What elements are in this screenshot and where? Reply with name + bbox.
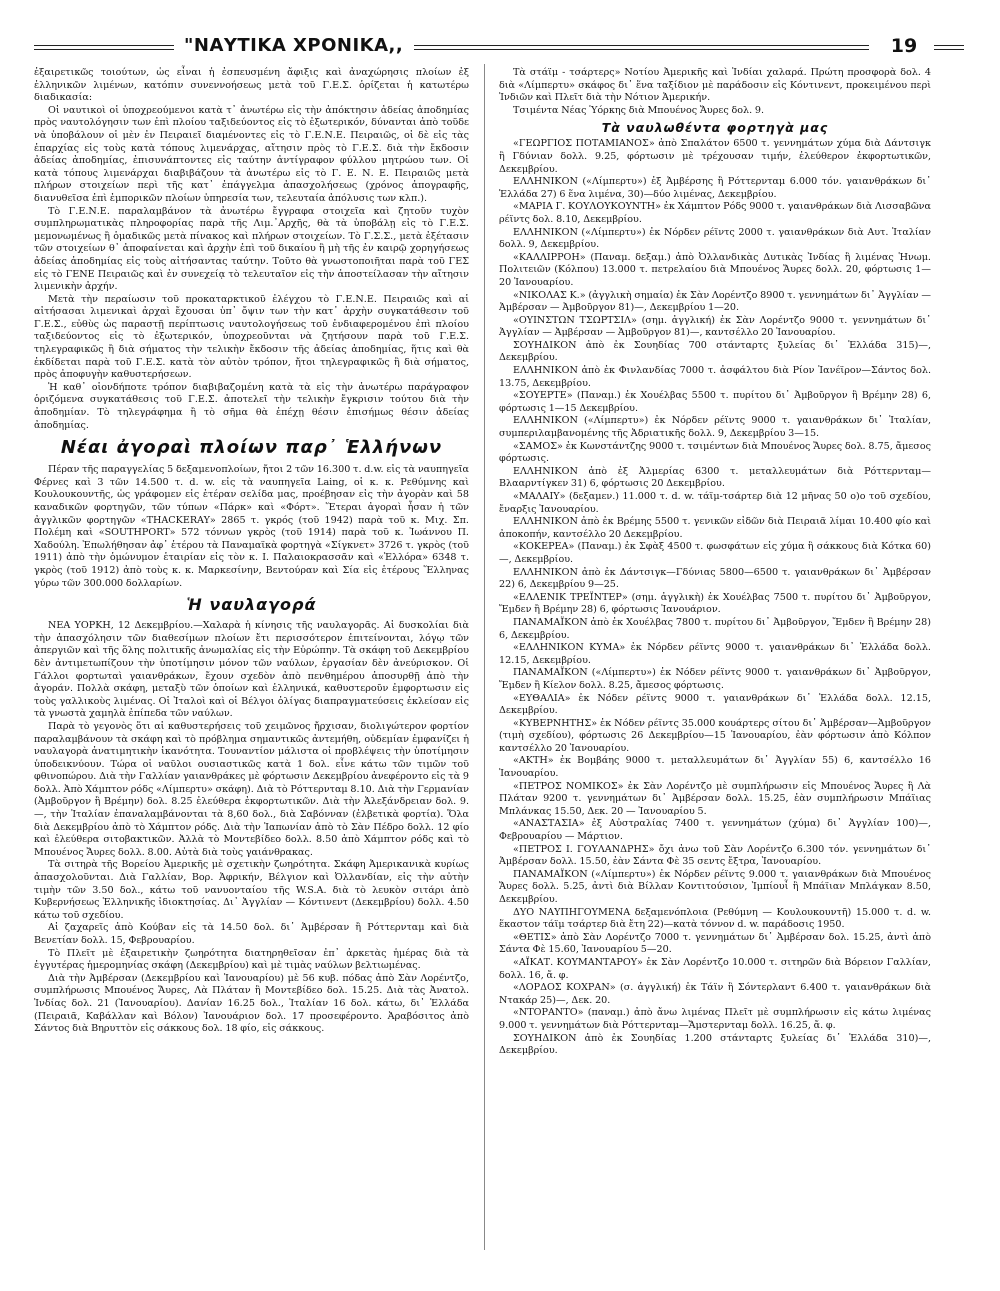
- column-divider: [484, 64, 485, 1250]
- paragraph: Διὰ τὴν Ἀμβέρσαν (Δεκεμβρίου καὶ Ἰανουαρίου) μὲ 56 κυβ. πόδας ἀπὸ Σὰν Λορέντζο, συμπλήρωσις Μπουένος Ἄυρες, Λὰ Πλάταν ἢ Μοντεβίδεο δολ. 15.25. Διὰ τὰς Ἀνατολ. Ἰνδίας δολ. 21 (Ἰανουαρίου). Δανίαν 16.25 δολ., Ἰταλίαν 16 δολ. κάτω, δι᾽ Ἑλλάδα (Πειραιᾶ, Καβάλλαν καὶ Βόλον) Ἰανουάριον δολ. 17 προσεφέροντο. Ἀραβόσιτος ἀπὸ Σάντος διὰ Βηρυττὸν εἰς σάκκους δολ. 18 φίο, εἰς σάκκους.: [34, 972, 469, 1035]
- charter-entry: «ΝΤΟΡΑΝΤΟ» (παναμ.) ἀπὸ ἄνω λιμένας Πλεῖτ μὲ συμπλήρωσιν εἰς κάτω λιμένας 9.000 τ. γεννημάτων διὰ Ρόττερνταμ—Ἄμστερνταμ δολλ. 16.25, ἄ. φ.: [499, 1007, 931, 1031]
- charter-entry: «ΕΛΛΕΝΙΚ ΤΡΕΪΝΤΕΡ» (σημ. ἀγγλικὴ) ἐκ Χουέλβας 7500 τ. πυρίτου δι᾽ Ἀμβοῦργον, Ἔμδεν ἢ Βρέμην 28) 6, φόρτωσις Ἰανουάριον.: [499, 591, 931, 616]
- charter-entry: ΕΛΛΗΝΙΚΟΝ ἀπὸ ἐξ Ἀλμερίας 6300 τ. μεταλλευμάτων διὰ Ρόττερνταμ—Βλααρντίγκεν 31) 6, φόρτωσις 20 Δεκεμβρίου.: [499, 465, 931, 490]
- paragraph: Ἡ καθ᾽ οἱονδήποτε τρόπον διαβιβαζομένη κατὰ τὰ εἰς τὴν ἀνωτέρω παράγραφον ὁριζόμενα συγκατάθεσις τοῦ Γ.Ε.Σ. ἀποτελεῖ τὴν τελικὴν ἔγκρισιν τούτου διὰ τὴν ἀποδημίαν. Τὸ τηλεγράφημα ἢ τὸ σῆμα θὰ ἐπέχῃ θέσιν ἐπισήμως θέσιν ἀδείας ἀποδημίας.: [34, 381, 469, 431]
- left-column: [34, 67, 469, 1036]
- charter-entry: «ΚΑΛΛΙΡΡΟΗ» (Παναμ. δεξαμ.) ἀπὸ Ὀλλανδικὰς Δυτικὰς Ἰνδίας ἢ λιμένας Ἡνωμ. Πολιτειῶν (Κόλπου) 13.000 τ. πετρελαίου διὰ Μπουένος Ἄυρες δολλ. 20, φόρτωσις 1—20 Ἰανουαρίου.: [499, 251, 931, 288]
- header-rule-right: [414, 45, 869, 50]
- section-heading-chartered-ships: Τὰ ναυλωθέντα φορτηγὰ μας: [601, 120, 829, 136]
- charter-entry: «ΜΑΛΑΙΥ» (δεξαμεν.) 11.000 τ. d. w. τάϊμ-τσάρτερ διὰ 12 μῆνας 50 ο)ο τοῦ σχεδίου, ἔναρξις Ἰανουαρίου.: [499, 491, 931, 515]
- paragraph: Αἱ ζαχαρεῖς ἀπὸ Κούβαν εἰς τὰ 14.50 δολ. δι᾽ Ἀμβέρσαν ἢ Ρόττερνταμ καὶ διὰ Βενετίαν δολλ. 15, Φεβρουαρίου.: [34, 922, 469, 946]
- paragraph: Οἱ ναυτικοὶ οἱ ὑποχρεούμενοι κατὰ τ᾽ ἀνωτέρω εἰς τὴν ἀπόκτησιν ἀδείας ἀποδημίας πρὸς ναυτολόγησιν των ἐπὶ πλοίου ταξιδεύοντος εἰς τὸ ἐξωτερικόν, δύνανται ἀπὸ τοῦδε νὰ ὑποβάλουν οἱ μὲν ἐν Πειραιεῖ διαμένοντες εἰς τὸ Γ.Ε.Ν.Ε. Πειραιῶς, οἱ δὲ εἰς τὰς ἐπαρχίας εἰς τοὺς κατὰ τόπους λιμενάρχας, αἴτησιν πρὸς τὸ Γ.Ε.Σ. διὰ τὴν ἔκδοσιν ἀδείας ἀποδημίας, ἐπισυνάπτοντες εἰς ταύτην ἀντίγραφον φύλλου μητρώου των. Οἱ κατὰ τόπους λιμενάρχαι διαβιβάζουν τὰ ἀνωτέρω εἰς τὸ Γ. Ε. Ν. Ε. Πειραιῶς μετὰ πλήρων στοιχείων περὶ τῆς κατ᾽ ἐπάγγελμα ἀπασχολήσεως (χρόνος ἀπογραφῆς, διανυθεῖσα ἐπὶ ἐμπορικῶν πλοίων ὑπηρεσία των, τελευταία ἀπόλυσις των κλπ.).: [34, 104, 469, 204]
- magazine-title: "ΝΑΥΤΙΚΑ ΧΡΟΝΙΚΑ,,: [184, 35, 404, 56]
- charter-entry: «ΚΟΚΕΡΕΑ» (Παναμ.) ἐκ Σφὰξ 4500 τ. φωσφάτων εἰς χύμα ἢ σάκκους διὰ Κότκα 60)—, Δεκεμβρίου.: [499, 541, 931, 565]
- running-header: [34, 36, 964, 62]
- charter-entry: «ΕΛΛΗΝΙΚΟΝ ΚΥΜΑ» ἐκ Νόρδεν ρέϊντς 9000 τ. γαιανθράκων δι᾽ Ἑλλάδα δολλ. 12.15, Δεκεμβρίου.: [499, 642, 931, 666]
- right-column: [499, 67, 931, 1058]
- charter-entry: «ΚΥΒΕΡΝΗΤΗΣ» ἐκ Νόδεν ρέϊντς 35.000 κουάρτερς σίτου δι᾽ Ἀμβέρσαν—Ἀμβοῦργον (τιμὴ σχεδίου), φόρτωσις 26 Δεκεμβρίου—15 Ἰανουαρίου, ἐὰν φόρτωσιν ἀπὸ Κόλπον καντσέλλο 20 Ἰανουαρίου.: [499, 717, 931, 754]
- charter-entry: «ΠΕΤΡΟΣ ΝΟΜΙΚΟΣ» ἐκ Σὰν Λορέντζο μὲ συμπλήρωσιν εἰς Μπουένος Ἄυρες ἢ Λὰ Πλάταν 9200 τ. γεννημάτων δι᾽ Ἀμβέρσαν δολλ. 15.25, ἐὰν συμπλήρωσιν Μπάϊιας Μπλάνκας 15.50, Δεκ. 20 — Ἰανουαρίου 5.: [499, 780, 931, 817]
- charter-entry: «ΟΥΙΝΣΤΩΝ ΤΣΩΡΤΣΙΛ» (σημ. ἀγγλική) ἐκ Σὰν Λορέντζο 9000 τ. γεννημάτων δι᾽ Ἀγγλίαν — Ἀμβέρσαν — Ἀμβοῦργον 81)—, καντσέλλο 20 Ἰανουαρίου.: [499, 314, 931, 339]
- charter-entry: ΕΛΛΗΝΙΚΟΝ ἀπὸ ἐκ Βρέμης 5500 τ. γενικῶν εἰδῶν διὰ Πειραιᾶ λίμαι 10.400 φίο καὶ ἀποκοπήν, καντσέλλο 20 Δεκεμβρίου.: [499, 516, 931, 540]
- paragraph: Τὰ στάϊμ - τσάρτερς» Νοτίου Ἀμερικῆς καὶ Ἰνδίαι χαλαρά. Πρώτη προσφορὰ δολ. 4 διὰ «Λίμπερτυ» σκάφος δι᾽ ἕνα ταξίδιον μὲ παράδοσιν εἰς Κόντινεντ, προκειμένου περὶ Ἰνδιῶν καὶ Πλεῖτ διὰ τὴν Νότιον Ἀμερικήν.: [499, 67, 931, 104]
- charter-entry: «ΣΟΥΕΡΤΕ» (Παναμ.) ἐκ Χουέλβας 5500 τ. πυρίτου δι᾽ Ἀμβοῦργον ἢ Βρέμην 28) 6, φόρτωσις 1—15 Δεκεμβρίου.: [499, 390, 931, 414]
- charter-entry: ΕΛΛΗΝΙΚΟΝ («Λίμπερτυ») ἐκ Νόρδεν ρέϊντς 2000 τ. γαιανθράκων διὰ Αυτ. Ἰταλίαν δολλ. 9, Δεκεμβρίου.: [499, 226, 931, 251]
- charter-entry: «ΑΪΚΑΤ. ΚΟΥΜΑΝΤΑΡΟΥ» ἐκ Σὰν Λορέντζο 10.000 τ. σιτηρῶν διὰ Βόρειον Γαλλίαν, δολλ. 16, ἄ. φ.: [499, 956, 931, 981]
- paragraph: ἐξαιρετικῶς τοιούτων, ὡς εἶναι ἡ ἐσπευσμένη ἄφιξις καὶ ἀναχώρησις πλοίων ἐξ ἑλληνικῶν λιμένων, κατόπιν συνεννοήσεως μετὰ τοῦ Γ.Ε.Σ. ὁρίζεται ἡ κατωτέρω διαδικασία:: [34, 67, 469, 104]
- paragraph: ΝΕΑ ΥΟΡΚΗ, 12 Δεκεμβρίου.—Χαλαρὰ ἡ κίνησις τῆς ναυλαγορᾶς. Αἱ δυσκολίαι διὰ τὴν ἀπασχόλησιν τῶν διαθεσίμων πλοίων ἔτι περισσότερον ἐπιτείνονται, λόγῳ τῶν ἀπεργιῶν καὶ τῆς ὅλης πολιτικῆς ἀνωμαλίας εἰς τὴν Εὐρώπην. Τὰ σκάφη τοῦ Δεκεμβρίου δὲν ἀντιμετωπίζουν τὴν ὑποτίμησιν μόνον τῶν ναύλων, ἐργασίαν δὲν ἀνεύρισκον. Οἱ Γάλλοι φορτωταὶ γαιανθράκων, ἔχουν σχεδὸν ἀπὸ πενθημέρου ἀποσυρθῇ ἀπὸ τὴν ἀγοράν. Πολλὰ σκάφη, μεταξὺ τῶν ὁποίων καὶ ἑλληνικά, καθυστεροῦν ἐμφορτωσιν εἰς τοὺς γαλλικοὺς λιμένας. Οἱ Ἰταλοὶ καὶ οἱ Βέλγοι ὀλίγας διαπραγματεύσεις ἐκλείσαν εἰς τὰ γνωστὰ χαμηλὰ ἐπίπεδα τῶν ναύλων.: [34, 620, 469, 720]
- charter-entry: «ΓΕΩΡΓΙΟΣ ΠΟΤΑΜΙΑΝΟΣ» ἀπὸ Σπαλάτον 6500 τ. γεννημάτων χύμα διὰ Δάντσιγκ ἢ Γδύνιαν δολλ. 9.25, φόρτωσιν μὲ τρέχουσαν τιμήν, ἐλεύθερον ἐκφορτωτικῶν, Δεκεμβρίου.: [499, 138, 931, 175]
- charter-entry: «ΛΟΡΔΟΣ ΚΟΧΡΑΝ» (σ. ἀγγλική) ἐκ Τάϊν ἢ Σόντερλαντ 6.400 τ. γαιανθράκων διὰ Ντακάρ 25)—, Δεκ. 20.: [499, 982, 931, 1006]
- charter-entry: ΕΛΛΗΝΙΚΟΝ («Λίμπερτυ») ἐκ Νόρδεν ρέϊντς 9000 τ. γαιανθράκων δι᾽ Ἰταλίαν, συμπεριλαμβανομένης τῆς Ἀδριατικῆς δολλ. 9, Δεκεμβρίου 3—15.: [499, 415, 931, 440]
- charter-entry: ΕΛΛΗΝΙΚΟΝ ἀπὸ ἐκ Δάντσιγκ—Γδύνιας 5800—6500 τ. γαιανθράκων δι᾽ Ἀμβέρσαν 22) 6, Δεκεμβρίου 9—25.: [499, 566, 931, 591]
- charter-entry: ΕΛΛΗΝΙΚΟΝ («Λίμπερτυ») ἐξ Ἀμβέρσης ἢ Ρόττερνταμ 6.000 τόν. γαιανθράκων δι᾽ Ἑλλάδα 27) 6 ἕνα λιμένα, 30)—δύο λιμένας, Δεκεμβρίου.: [499, 176, 931, 200]
- paragraph: Τὸ Γ.Ε.Ν.Ε. παραλαμβάνον τὰ ἀνωτέρω ἔγγραφα στοιχεῖα καὶ ζητοῦν τυχὸν συμπληρωματικὰς πληροφορίας παρὰ τῆς Λιμ.᾽Αρχῆς, θὰ τὰ ὑποβάλῃ εἰς τὸ Γ.Ε.Σ. μεμονωμένως ἢ ὁμαδικῶς μετὰ πίνακος καὶ πλήρων στοιχείων. Τὸ Γ.Σ.Σ., μετὰ ἐξέτασιν τῶν στοιχείων θ᾽ ἀποφαίνεται καὶ ἀρχὴν ἐπὶ τοῦ δικαίου ἢ μὴ τῆς ἐν καιρῷ χορηγήσεως ἀδείας ἀποδημίας εἰς τοὺς αἰτήσαντας ταύτην. Τοῦτο θὰ γνωστοποιῆται παρὰ τοῦ ΓΕΣ εἰς τὸ ΓΕΝΕ Πειραιῶς καὶ ἐν συνεχείᾳ τὸ τελευταῖον εἰς τὴν ἀποστείλασαν τὴν αἴτησιν λιμενικὴν ἀρχήν.: [34, 205, 469, 293]
- charter-entry: «ΜΑΡΙΑ Γ. ΚΟΥΛΟΥΚΟΥΝΤΗ» ἐκ Χάμπτον Ρόδς 9000 τ. γαιανθράκων διὰ Λισσαβῶνα ρέϊντς δολ. 8.10, Δεκεμβρίου.: [499, 201, 931, 225]
- charter-entry: ΣΟΥΗΔΙΚΟΝ ἀπὸ ἐκ Σουηδίας 700 στάνταρτς ξυλείας δι᾽ Ἑλλάδα 315)—, Δεκεμβρίου.: [499, 339, 931, 364]
- page-number: 19: [890, 35, 918, 57]
- paragraph: Τσιμέντα Νέας Ὑόρκης διὰ Μπουένος Ἄυρες δολ. 9.: [513, 104, 765, 116]
- charter-entry: «ΕΥΘΑΛΙΑ» ἐκ Νόδεν ρέϊντς 9000 τ. γαιανθράκων δι᾽ Ἑλλάδα δολλ. 12.15, Δεκεμβρίου.: [499, 692, 931, 717]
- charter-entry: ΠΑΝΑΜΑΪΚΟΝ («Λίμπερτυ») ἐκ Νόδεν ρέϊντς 9000 τ. γαιανθράκων δι᾽ Ἀμβοῦργον, Ἔμδεν ἢ Κίελον δολλ. 8.25, ἄμεσος φόρτωσις.: [499, 667, 931, 691]
- charter-entry: «ΑΚΤΗ» ἐκ Βομβάης 9000 τ. μεταλλευμάτων δι᾽ Ἀγγλίαν 55) 6, καντσέλλο 16 Ἰανουαρίου.: [499, 755, 931, 780]
- paragraph: Μετὰ τὴν περαίωσιν τοῦ προκαταρκτικοῦ ἐλέγχου τὸ Γ.Ε.Ν.Ε. Πειραιῶς καὶ αἱ αἰτήσασαι λιμενικαὶ ἀρχαὶ ἔχουσαι ὑπ᾽ ὄψιν των τὴν κατ᾽ ἀρχὴν συγκατάθεσιν τοῦ Γ.Ε.Σ., εὐθὺς ὡς παραστῇ περίπτωσις ναυτολογήσεως τοῦ ἐνδιαφερομένου ἐπὶ πλοίου ταξιδεύοντος εἰς τὸ ἐξωτερικόν, ὑποχρεοῦνται νὰ ζητήσουν παρὰ τοῦ Γ.Ε.Σ. τηλεγραφικῶς ἢ διὰ σήματος τὴν τελικὴν ἔκδοσιν τῆς ἀδείας ἀποδημίας, ἥτις καὶ θὰ ἐκδίδεται παρὰ τοῦ Γ.Ε.Σ. κατὰ τὸν αὐτὸν τρόπον, ἤτοι τηλεγραφικῶς ἢ διὰ σήματος, πρὸς ἀποφυγὴν καθυστερήσεων.: [34, 293, 469, 381]
- paragraph: Πέραν τῆς παραγγελίας 5 δεξαμενοπλοίων, ἤτοι 2 τῶν 16.300 τ. d.w. εἰς τὰ ναυπηγεῖα Φέρνες καὶ 3 τῶν 14.500 τ. d. w. εἰς τὰ ναυπηγεῖα Laing, οἱ κ. κ. Ρεθύμνης καὶ Κουλουκουντῆς, ὡς γράφομεν εἰς ἑτέραν σελίδα μας, προέβησαν εἰς τὴν ἀγορὰν καὶ 58 καναδικῶν φορτηγῶν, τῶν τύπων «Πάρκ» καὶ «Φόρτ». Ἕτεραι ἀγοραὶ ἦσαν ἡ τῶν ἀγγλικῶν φορτηγῶν «THACKERAY» 2865 τ. γκρός (τοῦ 1942) παρὰ τοῦ κ. Μιχ. Σπ. Πολέμη καὶ «SOUTHPORT» 572 τόννων γκρὸς (τοῦ 1914) παρὰ τοῦ κ. Ἰωάννου Π. Χαδούλη. Ἐπωλήθησαν ἀφ᾽ ἑτέρου τὰ Παναμαϊκὰ φορτηγὰ «Σίγκνετ» 3726 τ. γκρὸς (τοῦ 1911) ἀπὸ τὴν ὁμώνυμον ἑταιρίαν εἰς τὸν κ. Ι. Παλαιοκρασσᾶν καὶ «Ἐλλόρα» 6348 τ. γκρὸς (τοῦ 1912) ἀπὸ τοὺς κ. κ. Μαρκεσίνην, Βεντούραν καὶ Σία εἰς ἑτέρους Ἕλληνας γύρω τῶν 300.000 δολλαρίων.: [34, 464, 469, 589]
- header-rule-end: [934, 45, 964, 50]
- paragraph: Τὰ σιτηρὰ τῆς Βορείου Ἀμερικῆς μὲ σχετικὴν ζωηρότητα. Σκάφη Ἀμερικανικὰ κυρίως ἀπασχολοῦνται. Διὰ Γαλλίαν, Βορ. Ἀφρικήν, Βέλγιον καὶ Ὀλλανδίαν, εἰς τὴν αὐτὴν τιμὴν τῶν 3.50 δολ., κάτω τοῦ νανυονταίου τῆς W.S.A. διὰ τὸ λευκὸν σιτάρι ἀπὸ Κυβερνήσεως Ἑλληνικῆς ἰδιοκτησίας. Δι᾽ Ἀγγλίαν — Κόντινεντ (Δεκεμβρίου) δολλ. 4.50 κάτω τοῦ σχεδίου.: [34, 859, 469, 921]
- section-heading-new-ship-purchases: Νέαι ἀγοραὶ πλοίων παρ᾽ Ἑλλήνων: [60, 437, 443, 459]
- charter-entry: ΠΑΝΑΜΑΪΚΟΝ («Λίμπερτυ») ἐκ Νόρδεν ρέϊντς 9.000 τ. γαιανθράκων διὰ Μπουένος Ἄυρες δολλ. 5.25, ἀντὶ διὰ Βίλλαν Κοντιτούσιον, Ἰμπίουἶ ἢ Μπάϊιαν Μπλάγκαν 8.50, Δεκεμβρίου.: [499, 868, 931, 905]
- charter-entry: «ΝΙΚΟΛΑΣ Κ.» (ἀγγλικὴ σημαία) ἐκ Σὰν Λορέντζο 8900 τ. γεννημάτων δι᾽ Ἀγγλίαν — Ἀμβέρσαν — Ἀμβοῦργον 81)—, Δεκεμβρίου 1—20.: [499, 289, 931, 314]
- header-rule-left: [34, 45, 174, 50]
- charter-entry: ΔΥΟ ΝΑΥΠΗΓΟΥΜΕΝΑ δεξαμενόπλοια (Ρεθύμνη — Κουλουκουντῆ) 15.000 τ. d. w. ἕκαστον τάϊμ τσάρτερ διὰ ἔτη 22)—κατὰ τόννον d. w. παράδοσις 1950.: [499, 906, 931, 931]
- charter-entry: «ΣΑΜΟΣ» ἐκ Κωνστάντζης 9000 τ. τσιμέντων διὰ Μπουένος Ἄυρες δολ. 8.75, ἄμεσος φόρτωσις.: [499, 440, 931, 465]
- paragraph: Τὸ Πλεῖτ μὲ ἐξαιρετικὴν ζωηρότητα διατηρηθεῖσαν ἐπ᾽ ἀρκετὰς ἡμέρας διὰ τὰ ἐγγυτέρας ἡμερομηνίας σκάφη (Δεκεμβρίου) καὶ μὲ τιμὰς ναύλων βελτιωμένας.: [34, 947, 469, 972]
- charter-entry: ΕΛΛΗΝΙΚΟΝ ἀπὸ ἐκ Φινλανδίας 7000 τ. ἀσφάλτου διὰ Ρίον Ἰανέϊρον—Σάντος δολ. 13.75, Δεκεμβρίου.: [499, 365, 931, 389]
- charter-entry: «ΑΝΑΣΤΑΣΙΑ» ἐξ Αὐστραλίας 7400 τ. γεννημάτων (χύμα) δι᾽ Ἀγγλίαν 100)—, Φεβρουαρίου — Μάρτιον.: [499, 818, 931, 843]
- charter-entry: «ΘΕΤΙΣ» ἀπὸ Σὰν Λορέντζο 7000 τ. γεννημάτων δι᾽ Ἀμβέρσαν δολ. 15.25, ἀντὶ ἀπὸ Σάντα Φὲ 15.60, Ἰανουαρίου 5—20.: [499, 931, 931, 956]
- section-heading-freight-market: Ἡ ναυλαγορά: [186, 595, 317, 615]
- charter-entry: ΠΑΝΑΜΑΪΚΟΝ ἀπὸ ἐκ Χουέλβας 7800 τ. πυρίτου δι᾽ Ἀμβοῦργον, Ἔμδεν ἢ Βρέμην 28) 6, Δεκεμβρίου.: [499, 616, 931, 641]
- charter-entry: «ΠΕΤΡΟΣ Ι. ΓΟΥΛΑΝΔΡΗΣ» ὄχι ἀνω τοῦ Σὰν Λορέντζο 6.300 τόν. γεννημάτων δι᾽ Ἀμβέρσαν δολλ. 15.50, ἐὰν Σάντα Φὲ 35 σεντς ἔξτρα, Ἰανουαρίου.: [499, 843, 931, 868]
- charter-entry: ΣΟΥΗΔΙΚΟΝ ἀπὸ ἐκ Σουηδίας 1.200 στάνταρτς ξυλείας δι᾽ Ἑλλάδα 310)—, Δεκεμβρίου.: [499, 1032, 931, 1057]
- paragraph: Παρὰ τὸ γεγονὸς ὅτι αἱ καθυστερήσεις τοῦ χειμῶνος ἤρχισαν, διολιγώτερον φορτίον παραλαμβάνουν τὰ σκάφη καὶ τὸ πρόβλημα σημαντικῶς ἀντεμήθη, οὐδεμίαν ἐμφανίζει ἡ ναυλαγορὰ ἀνατιμητικὴν ἱκανότητα. Τουναντίον μάλιστα οἱ προβλέψεις τὴν ὑποτίμησιν ὑποδεικνύουν. Τώρα οἱ ναῦλοι ουσιαστικῶς κατὰ 1 δολ. εἶνε κάτω τῶν τιμῶν τοῦ φθινοπώρου. Διὰ τὴν Γαλλίαν γαιανθράκες μὲ φόρτωσιν Δεκεμβρίου ἀνεφέροντο εἰς τὰ 9 δολλ. Ἀπὸ Χάμπτον ρόδς «Λίμπερτυ» σκάφη). Διὰ τὸ Ρόττερνταμ 8.10. Διὰ τὴν Γερμανίαν (Ἀμβοῦργον ἢ Βρέμην) δολ. 8.25 ἐλεύθερα ἐκφορτωτικῶν. Διὰ τὴν Ἀλεξάνδρειαν δολ. 9.—, τὴν Ἰταλίαν ἐπαναλαμβάνονται τὰ 8,60 δολ., διὰ Σαβόνναν (ἐλβετικὰ φορτία). Ὅλα διὰ Δεκεμβρίου ἀπὸ τὸ Χάμπτον ρόδς. Διὰ τὴν Ἰαπωνίαν ἀπὸ τὸ Σὰν Πέδρο δολλ. 12 φίο καὶ ἐλεύθερα σιτοβακτικῶν. Ἀλλὰ τὸ Μοντεβίδεο δολλ. 8.50 ἀπὸ Χάμπτον ρόδς καὶ τὸ Μπουένος Ἄυρες δολλ. 8.00. Αὐτὰ διὰ τοὺς γαιάνθρακας.: [34, 720, 470, 858]
